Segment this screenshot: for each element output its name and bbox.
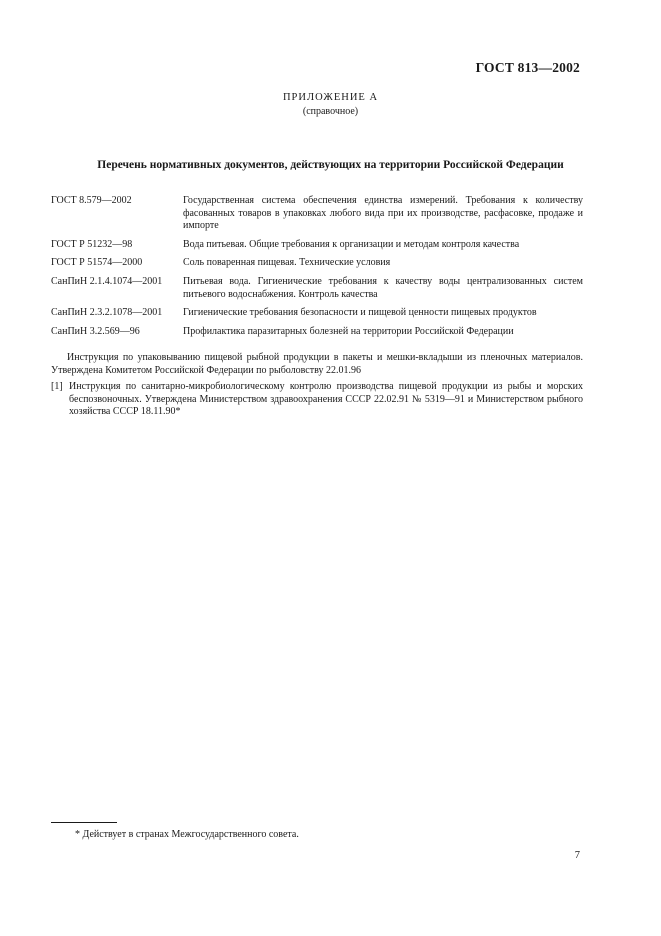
bibliography-entry (51, 381, 583, 419)
list-heading: Перечень нормативных документов, действующих на территории Российской Федерации (97, 159, 564, 171)
footnote: * Действует в странах Межгосударственного совета. (75, 829, 299, 840)
appendix-title: ПРИЛОЖЕНИЕ А (282, 92, 379, 103)
instruction-paragraph: Инструкция по упаковыванию пищевой рыбной продукции в пакеты и мешки-вкладыши из пленочных материалов. Утверждена Комитетом Российской Федерации по рыболовству 22.01.96 (51, 352, 583, 376)
reference-code: ГОСТ Р 51232—98 (51, 238, 133, 250)
document-code: ГОСТ 813—2002 (475, 60, 580, 75)
bibliography-mark: [1] (51, 381, 63, 392)
reference-title: Гигиенические требования безопасности и пищевой ценности пищевых продуктов (183, 307, 537, 319)
reference-row (51, 239, 583, 252)
reference-row (51, 195, 583, 233)
reference-row (51, 257, 583, 270)
reference-code: СанПиН 2.3.2.1078—2001 (51, 307, 163, 319)
reference-row (51, 307, 583, 320)
reference-title: Профилактика паразитарных болезней на территории Российской Федерации (183, 325, 514, 337)
reference-list (51, 195, 583, 344)
reference-title: Соль поваренная пищевая. Технические условия (183, 257, 391, 269)
reference-row (51, 276, 583, 301)
reference-code: ГОСТ Р 51574—2000 (51, 257, 143, 269)
bibliography-text: Инструкция по санитарно-микробиологическому контролю производства пищевой продукции из рыбы и морских беспозвоночных. Утверждена Министерством здравоохранения СССР 22.02.91 № 5319—91 и Министерством рыбного хозяйства СССР 18.11.90* (69, 381, 583, 418)
footnote-divider (51, 822, 117, 823)
reference-row (51, 326, 583, 339)
page-number: 7 (574, 850, 580, 861)
reference-code: СанПиН 3.2.569—96 (51, 325, 140, 337)
reference-title: Питьевая вода. Гигиенические требования к качеству воды централизованных систем питьевого водоснабжения. Контроль качества (183, 275, 583, 300)
reference-title: Вода питьевая. Общие требования к организации и методам контроля качества (183, 238, 520, 250)
appendix-note: (справочное) (302, 106, 359, 117)
reference-code: ГОСТ 8.579—2002 (51, 195, 132, 206)
reference-title: Государственная система обеспечения единства измерений. Требования к количеству фасованных товаров в упаковках любого вида при их производстве, расфасовке, продаже и импорте (183, 195, 583, 232)
reference-code: СанПиН 2.1.4.1074—2001 (51, 275, 163, 287)
